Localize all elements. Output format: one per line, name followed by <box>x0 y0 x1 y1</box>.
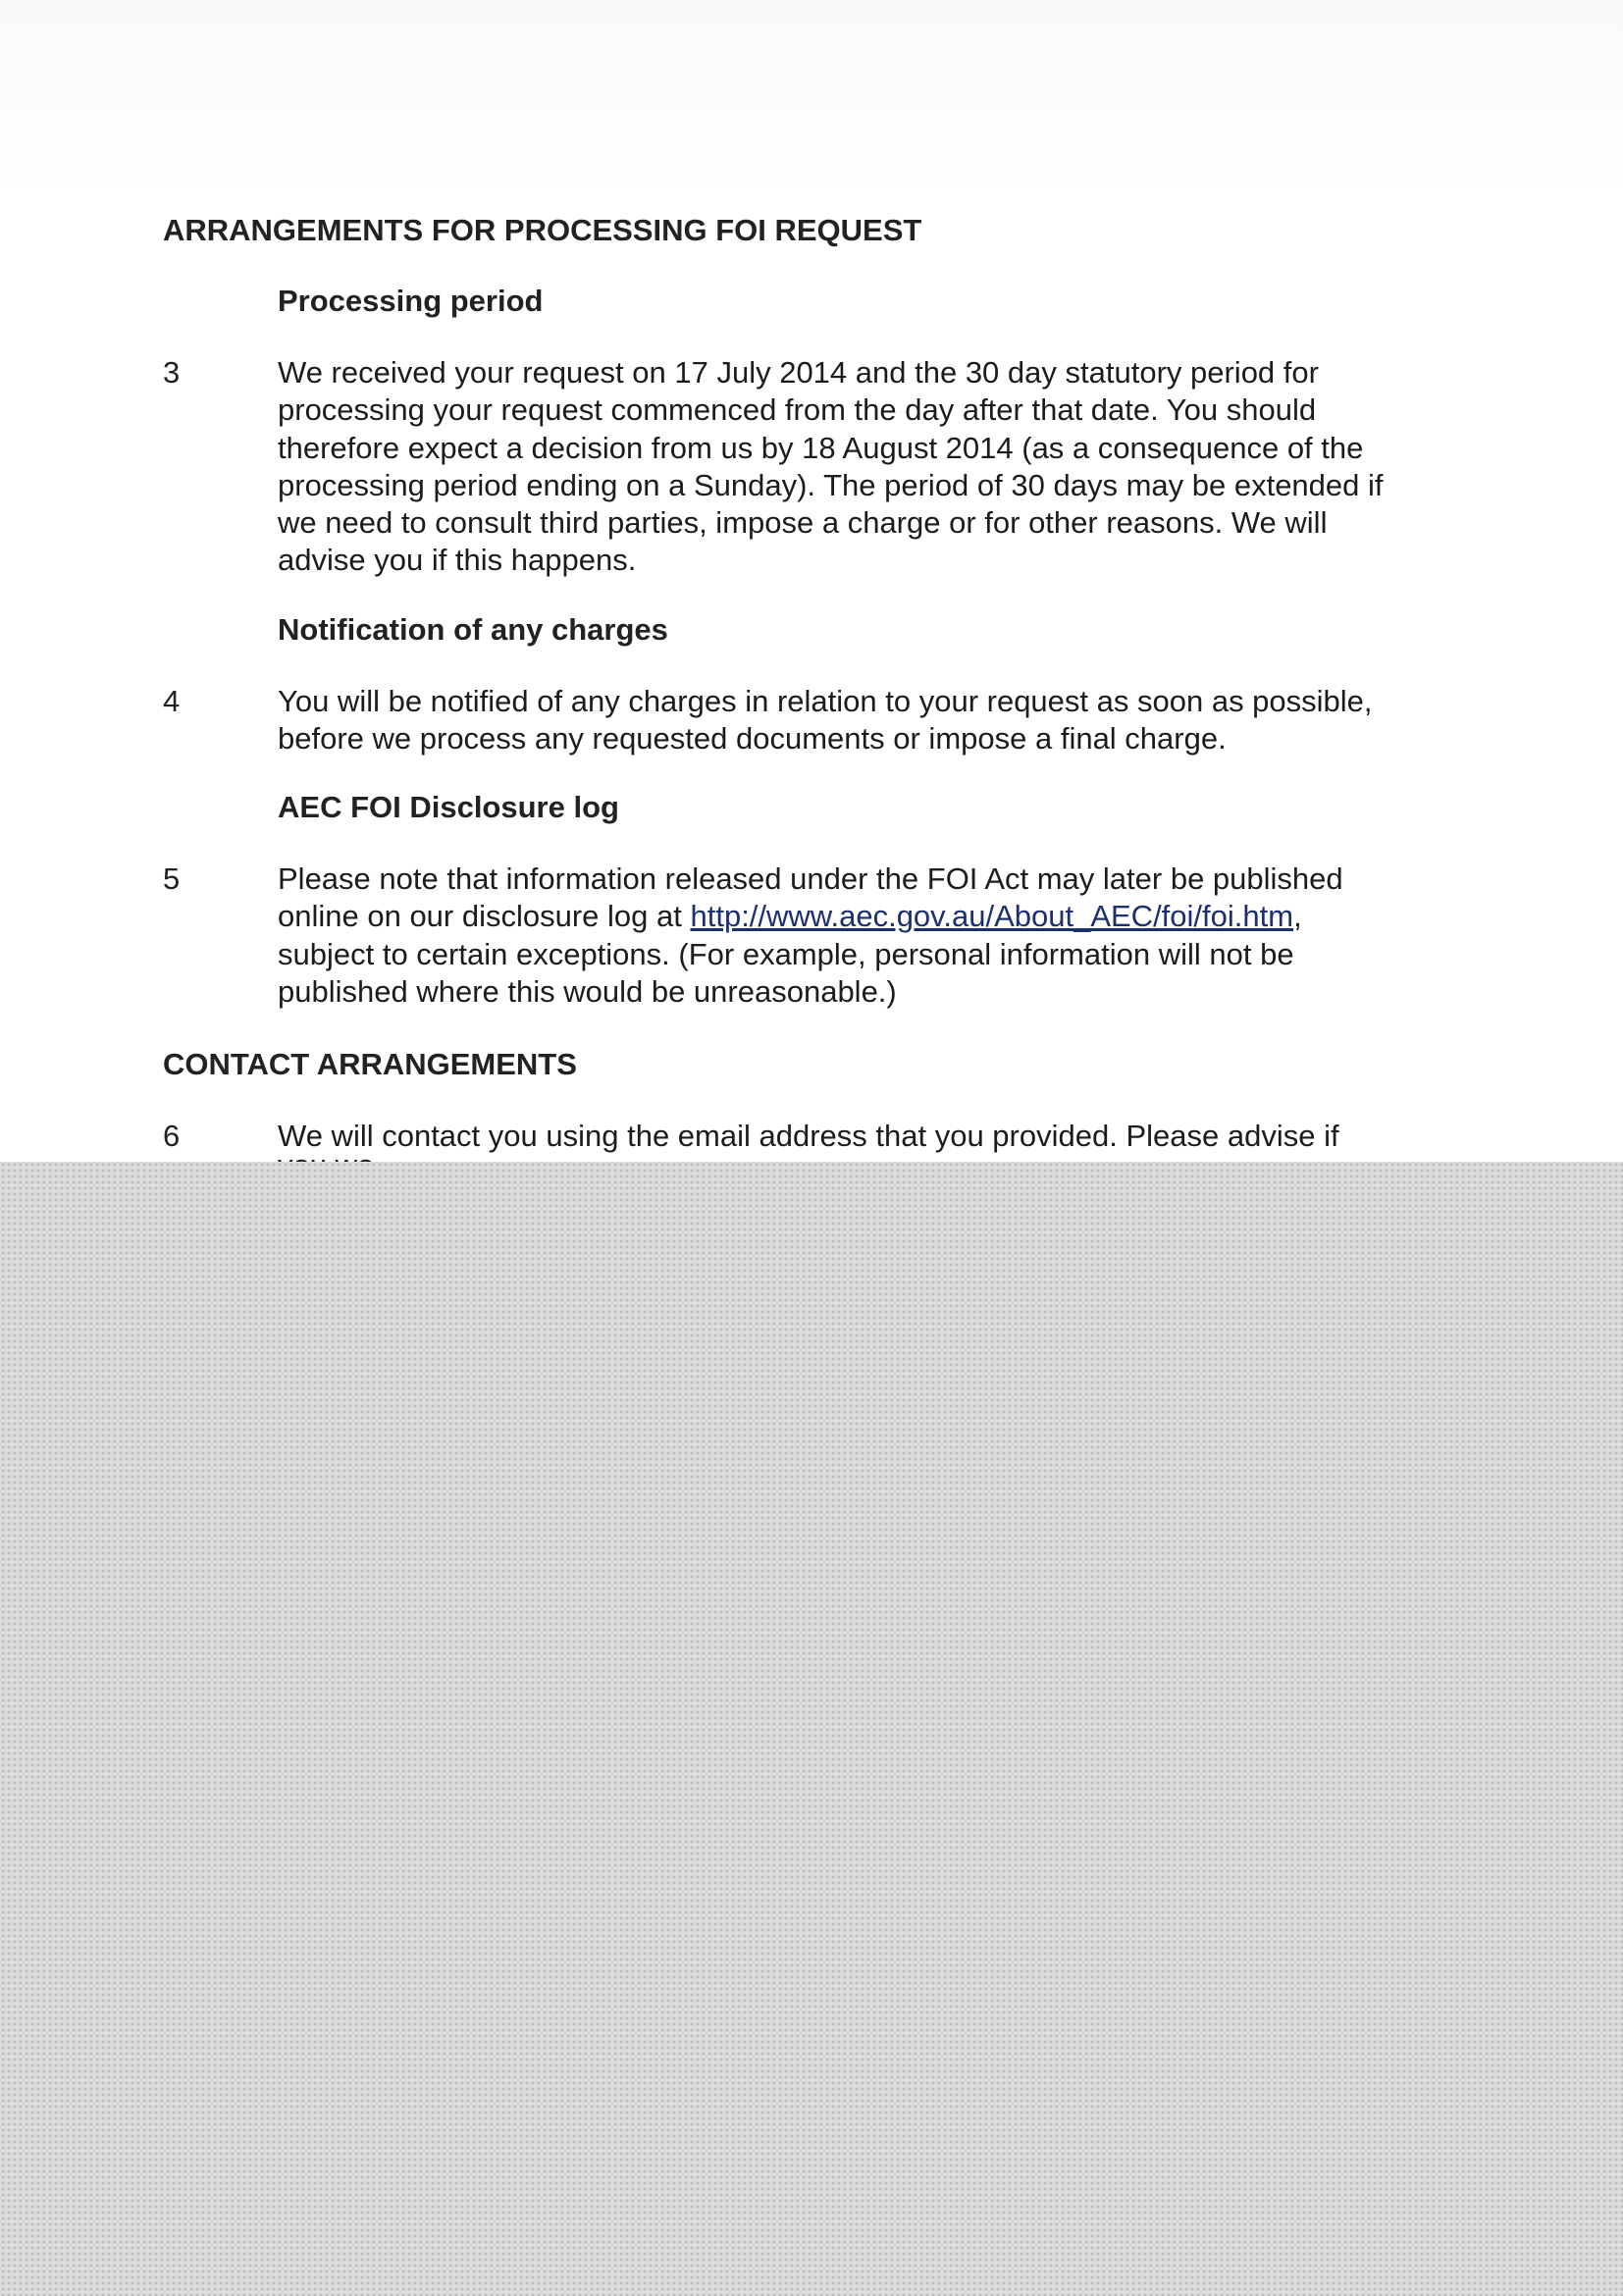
paragraph-5-line-2 <box>278 898 1494 935</box>
paragraph-4-line-1: You will be notified of any charges in relation to your request as soon as possible, <box>278 684 1373 718</box>
paragraph-3-line-2: processing your request commenced from the day after that date. You should <box>278 392 1317 428</box>
paragraph-6-line-1: We will contact you using the email address that you provided. Please advise if <box>278 1119 1339 1153</box>
paragraph-3-line-5: we need to consult third parties, impose a charge or for other reasons. We will <box>278 505 1328 541</box>
paragraph-3 <box>278 354 1494 580</box>
subheading-notification-charges: Notification of any charges <box>278 612 668 647</box>
subheading-disclosure-log: AEC FOI Disclosure log <box>278 790 619 824</box>
heading-contact-arrangements: CONTACT ARRANGEMENTS <box>163 1047 577 1081</box>
paragraph-3-line-3: therefore expect a decision from us by 18 August 2014 (as a consequence of the <box>278 430 1364 465</box>
paragraph-5-line-3: subject to certain exceptions. (For example, personal information will not be <box>278 936 1294 971</box>
paragraph-number-5: 5 <box>163 861 181 896</box>
subheading-processing-period: Processing period <box>278 284 544 318</box>
paragraph-5-line-1: Please note that information released under the FOI Act may later be published <box>278 861 1343 896</box>
paragraph-5 <box>278 861 1494 1011</box>
paragraph-3-line-4: processing period ending on a Sunday). The period of 30 days may be extended if <box>278 467 1384 502</box>
paragraph-4 <box>278 683 1494 758</box>
paragraph-5-line-2-prefix: online on our disclosure log at <box>278 899 691 934</box>
paragraph-4-line-2: before we process any requested documents or impose a final charge. <box>278 721 1227 757</box>
paragraph-number-3: 3 <box>163 355 181 390</box>
paragraph-3-line-6: advise you if this happens. <box>278 543 637 578</box>
paragraph-number-4: 4 <box>163 684 181 718</box>
paragraph-number-6: 6 <box>163 1119 181 1153</box>
obscuring-overlay <box>0 1162 1623 2296</box>
paragraph-6-line-2-partial <box>278 1147 374 1163</box>
paragraph-5-line-4: published where this would be unreasonable.) <box>278 973 897 1009</box>
scan-noise <box>0 0 1623 196</box>
paragraph-3-line-1: We received your request on 17 July 2014 and the 30 day statutory period for <box>278 355 1319 390</box>
heading-processing-request: ARRANGEMENTS FOR PROCESSING FOI REQUEST <box>163 213 922 247</box>
paragraph-5-line-2-suffix: , <box>1293 899 1302 934</box>
disclosure-log-link[interactable]: http://www.aec.gov.au/About_AEC/foi/foi.htm <box>690 899 1294 934</box>
paragraph-6 <box>278 1118 1494 1155</box>
